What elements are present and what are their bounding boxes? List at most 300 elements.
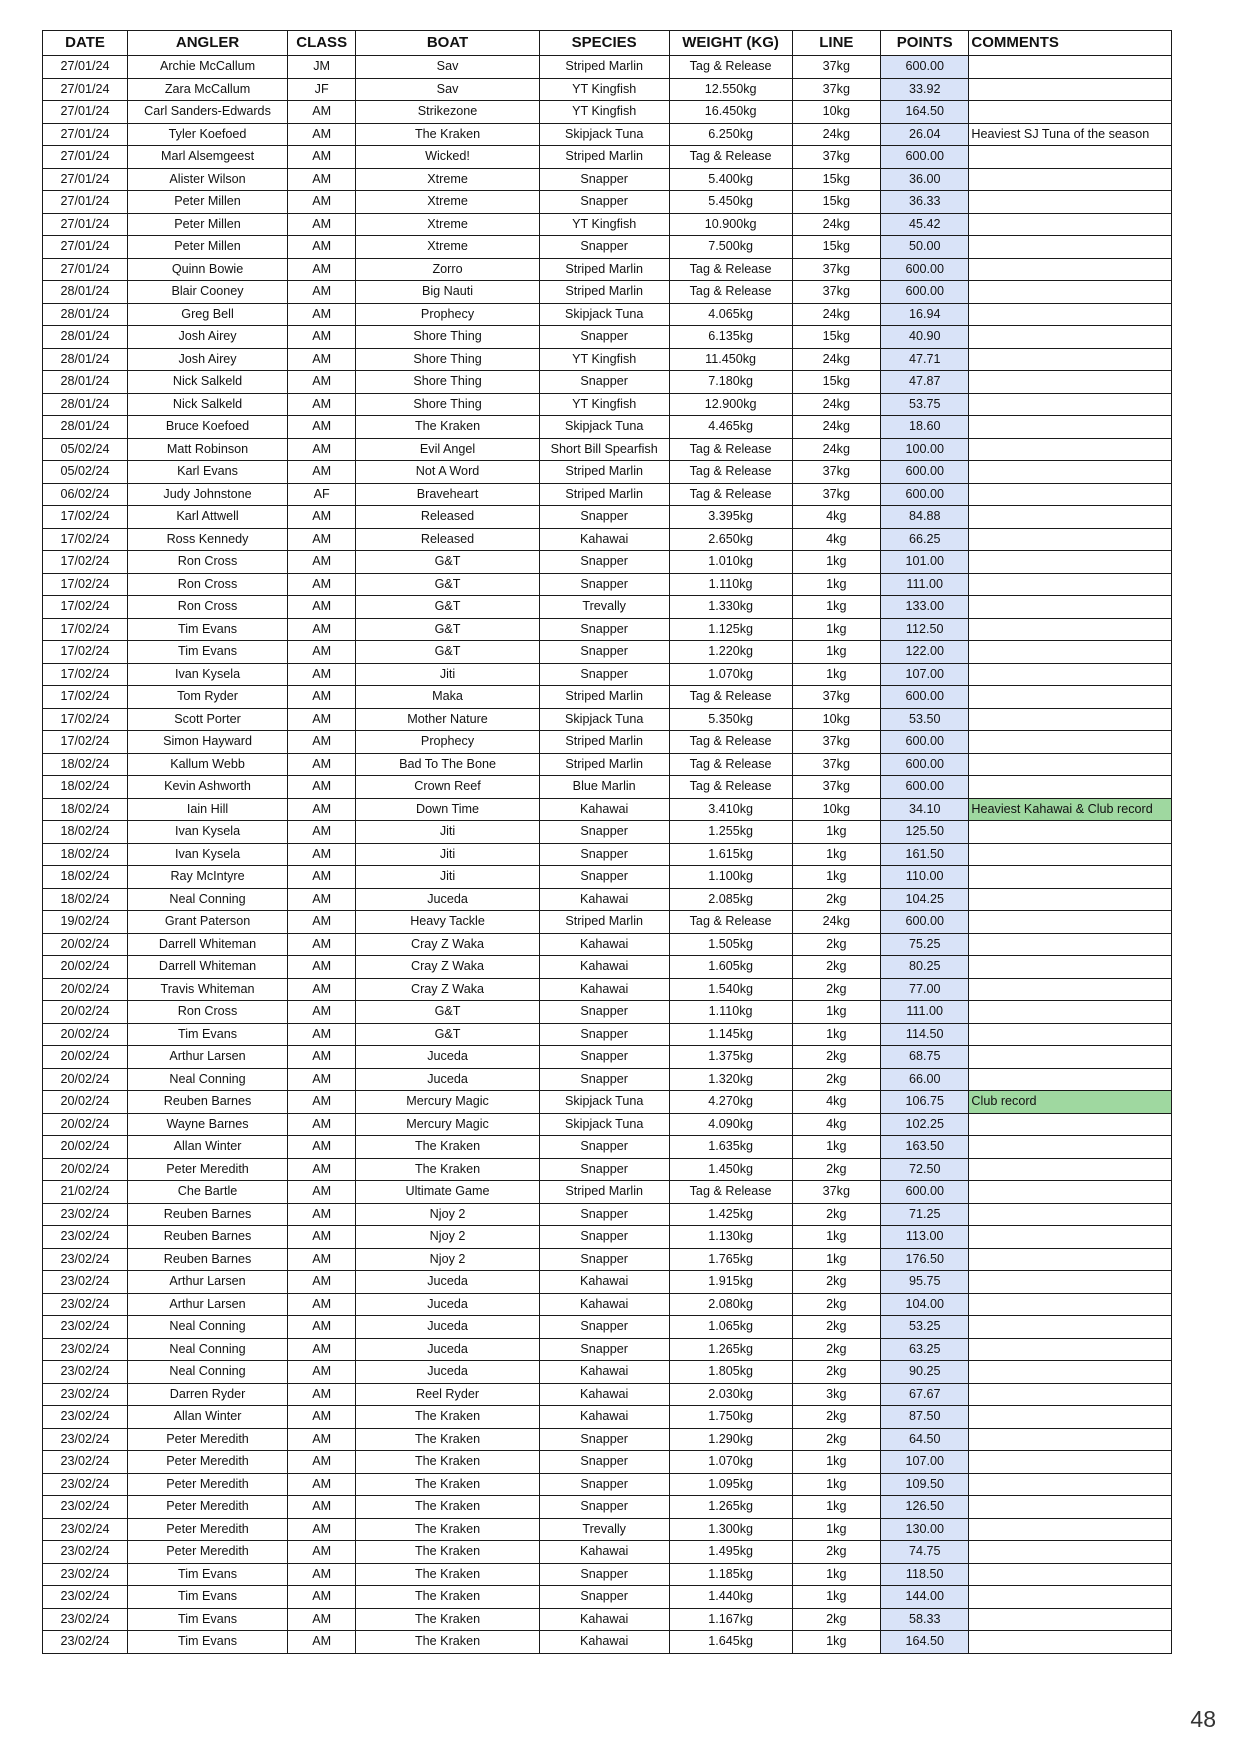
points-cell: 50.00: [881, 236, 969, 259]
comment-cell: [969, 1046, 1172, 1069]
class-cell: AM: [288, 1113, 356, 1136]
comment-cell: [969, 483, 1172, 506]
angler-cell: Quinn Bowie: [128, 258, 288, 281]
boat-cell: Xtreme: [356, 191, 540, 214]
table-row: [43, 1158, 1172, 1181]
points-cell: 18.60: [881, 416, 969, 439]
line-cell: 1kg: [792, 1631, 880, 1654]
species-cell: YT Kingfish: [539, 78, 669, 101]
angler-cell: Scott Porter: [128, 708, 288, 731]
weight-cell: 3.395kg: [669, 506, 792, 529]
date-cell: 23/02/24: [43, 1631, 128, 1654]
class-cell: AM: [288, 1563, 356, 1586]
points-cell: 66.00: [881, 1068, 969, 1091]
boat-cell: Juceda: [356, 1293, 540, 1316]
species-cell: Striped Marlin: [539, 1181, 669, 1204]
table-row: [43, 326, 1172, 349]
comment-cell: [969, 1226, 1172, 1249]
angler-cell: Tim Evans: [128, 641, 288, 664]
points-cell: 64.50: [881, 1428, 969, 1451]
line-cell: 37kg: [792, 281, 880, 304]
angler-cell: Neal Conning: [128, 1316, 288, 1339]
line-cell: 1kg: [792, 1248, 880, 1271]
species-cell: Snapper: [539, 1586, 669, 1609]
line-cell: 15kg: [792, 371, 880, 394]
species-cell: Striped Marlin: [539, 258, 669, 281]
date-cell: 17/02/24: [43, 618, 128, 641]
boat-cell: Down Time: [356, 798, 540, 821]
line-cell: 37kg: [792, 776, 880, 799]
species-cell: Snapper: [539, 1316, 669, 1339]
table-row: [43, 618, 1172, 641]
weight-cell: 1.185kg: [669, 1563, 792, 1586]
date-cell: 05/02/24: [43, 461, 128, 484]
comment-cell: [969, 1023, 1172, 1046]
species-cell: Kahawai: [539, 798, 669, 821]
points-cell: 600.00: [881, 911, 969, 934]
comment-cell: Club record: [969, 1091, 1172, 1114]
date-cell: 23/02/24: [43, 1361, 128, 1384]
comment-cell: [969, 371, 1172, 394]
line-cell: 2kg: [792, 1158, 880, 1181]
table-row: [43, 1226, 1172, 1249]
table-row: [43, 1496, 1172, 1519]
table-row: [43, 911, 1172, 934]
points-cell: 600.00: [881, 776, 969, 799]
points-cell: 80.25: [881, 956, 969, 979]
table-row: [43, 1541, 1172, 1564]
date-cell: 27/01/24: [43, 123, 128, 146]
boat-cell: The Kraken: [356, 1136, 540, 1159]
angler-cell: Peter Millen: [128, 213, 288, 236]
points-cell: 53.50: [881, 708, 969, 731]
points-cell: 600.00: [881, 461, 969, 484]
class-cell: AM: [288, 1338, 356, 1361]
angler-cell: Darrell Whiteman: [128, 933, 288, 956]
table-row: [43, 258, 1172, 281]
boat-cell: Njoy 2: [356, 1226, 540, 1249]
table-row: [43, 371, 1172, 394]
points-cell: 26.04: [881, 123, 969, 146]
species-cell: Striped Marlin: [539, 281, 669, 304]
weight-cell: 1.095kg: [669, 1473, 792, 1496]
date-cell: 18/02/24: [43, 798, 128, 821]
points-cell: 33.92: [881, 78, 969, 101]
class-cell: AM: [288, 1248, 356, 1271]
line-cell: 1kg: [792, 843, 880, 866]
points-cell: 36.00: [881, 168, 969, 191]
species-cell: Snapper: [539, 236, 669, 259]
comment-cell: [969, 663, 1172, 686]
col-angler-header: ANGLER: [128, 31, 288, 56]
line-cell: 24kg: [792, 213, 880, 236]
line-cell: 24kg: [792, 123, 880, 146]
comment-cell: [969, 708, 1172, 731]
comment-cell: [969, 1068, 1172, 1091]
date-cell: 17/02/24: [43, 641, 128, 664]
class-cell: AM: [288, 258, 356, 281]
table-row: [43, 731, 1172, 754]
angler-cell: Reuben Barnes: [128, 1226, 288, 1249]
comment-cell: [969, 1181, 1172, 1204]
line-cell: 10kg: [792, 708, 880, 731]
angler-cell: Ross Kennedy: [128, 528, 288, 551]
line-cell: 2kg: [792, 1068, 880, 1091]
weight-cell: Tag & Release: [669, 1181, 792, 1204]
angler-cell: Arthur Larsen: [128, 1293, 288, 1316]
line-cell: 37kg: [792, 78, 880, 101]
table-row: [43, 978, 1172, 1001]
weight-cell: Tag & Release: [669, 686, 792, 709]
table-header: [43, 31, 1172, 56]
angler-cell: Archie McCallum: [128, 56, 288, 79]
boat-cell: Sav: [356, 56, 540, 79]
date-cell: 23/02/24: [43, 1496, 128, 1519]
points-cell: 47.87: [881, 371, 969, 394]
angler-cell: Ron Cross: [128, 596, 288, 619]
angler-cell: Carl Sanders-Edwards: [128, 101, 288, 124]
weight-cell: 7.180kg: [669, 371, 792, 394]
date-cell: 23/02/24: [43, 1338, 128, 1361]
boat-cell: Released: [356, 528, 540, 551]
table-row: [43, 416, 1172, 439]
angler-cell: Tyler Koefoed: [128, 123, 288, 146]
comment-cell: [969, 1316, 1172, 1339]
comment-cell: [969, 438, 1172, 461]
table-row: [43, 168, 1172, 191]
angler-cell: Peter Meredith: [128, 1428, 288, 1451]
class-cell: JM: [288, 56, 356, 79]
angler-cell: Neal Conning: [128, 888, 288, 911]
comment-cell: [969, 1203, 1172, 1226]
line-cell: 24kg: [792, 911, 880, 934]
class-cell: AM: [288, 168, 356, 191]
col-weight-header: WEIGHT (KG): [669, 31, 792, 56]
boat-cell: The Kraken: [356, 1631, 540, 1654]
col-line-header: LINE: [792, 31, 880, 56]
table-row: [43, 1091, 1172, 1114]
comment-cell: [969, 56, 1172, 79]
angler-cell: Tim Evans: [128, 1608, 288, 1631]
species-cell: Skipjack Tuna: [539, 1091, 669, 1114]
points-cell: 58.33: [881, 1608, 969, 1631]
comment-cell: [969, 1518, 1172, 1541]
class-cell: AM: [288, 191, 356, 214]
date-cell: 23/02/24: [43, 1316, 128, 1339]
date-cell: 27/01/24: [43, 56, 128, 79]
points-cell: 111.00: [881, 573, 969, 596]
weight-cell: 1.145kg: [669, 1023, 792, 1046]
line-cell: 1kg: [792, 1473, 880, 1496]
class-cell: AM: [288, 1068, 356, 1091]
weight-cell: 1.450kg: [669, 1158, 792, 1181]
comment-cell: [969, 573, 1172, 596]
species-cell: Snapper: [539, 191, 669, 214]
boat-cell: Prophecy: [356, 303, 540, 326]
angler-cell: Ivan Kysela: [128, 843, 288, 866]
date-cell: 23/02/24: [43, 1541, 128, 1564]
weight-cell: 1.495kg: [669, 1541, 792, 1564]
species-cell: Snapper: [539, 1023, 669, 1046]
boat-cell: G&T: [356, 551, 540, 574]
points-cell: 34.10: [881, 798, 969, 821]
comment-cell: [969, 1293, 1172, 1316]
class-cell: AM: [288, 1203, 356, 1226]
species-cell: Snapper: [539, 1226, 669, 1249]
boat-cell: Juceda: [356, 888, 540, 911]
comment-cell: [969, 528, 1172, 551]
boat-cell: The Kraken: [356, 416, 540, 439]
comment-cell: [969, 731, 1172, 754]
boat-cell: Njoy 2: [356, 1248, 540, 1271]
line-cell: 1kg: [792, 641, 880, 664]
weight-cell: 12.900kg: [669, 393, 792, 416]
date-cell: 20/02/24: [43, 956, 128, 979]
class-cell: AM: [288, 708, 356, 731]
species-cell: Snapper: [539, 1248, 669, 1271]
comment-cell: [969, 641, 1172, 664]
boat-cell: Shore Thing: [356, 393, 540, 416]
line-cell: 24kg: [792, 393, 880, 416]
comment-cell: [969, 348, 1172, 371]
table-row: [43, 843, 1172, 866]
line-cell: 1kg: [792, 1496, 880, 1519]
species-cell: Kahawai: [539, 956, 669, 979]
weight-cell: 4.465kg: [669, 416, 792, 439]
comment-cell: [969, 933, 1172, 956]
date-cell: 28/01/24: [43, 393, 128, 416]
date-cell: 18/02/24: [43, 843, 128, 866]
points-cell: 164.50: [881, 1631, 969, 1654]
boat-cell: Jiti: [356, 843, 540, 866]
class-cell: AM: [288, 1226, 356, 1249]
class-cell: AM: [288, 1451, 356, 1474]
line-cell: 24kg: [792, 416, 880, 439]
boat-cell: Prophecy: [356, 731, 540, 754]
class-cell: AM: [288, 1293, 356, 1316]
table-row: [43, 281, 1172, 304]
angler-cell: Allan Winter: [128, 1406, 288, 1429]
table-row: [43, 708, 1172, 731]
class-cell: AM: [288, 663, 356, 686]
comment-cell: [969, 888, 1172, 911]
line-cell: 24kg: [792, 438, 880, 461]
weight-cell: Tag & Release: [669, 438, 792, 461]
boat-cell: Juceda: [356, 1316, 540, 1339]
weight-cell: 5.350kg: [669, 708, 792, 731]
points-cell: 118.50: [881, 1563, 969, 1586]
class-cell: AM: [288, 528, 356, 551]
points-cell: 107.00: [881, 663, 969, 686]
date-cell: 17/02/24: [43, 528, 128, 551]
col-class-header: CLASS: [288, 31, 356, 56]
species-cell: Snapper: [539, 168, 669, 191]
species-cell: Snapper: [539, 821, 669, 844]
species-cell: Snapper: [539, 551, 669, 574]
date-cell: 27/01/24: [43, 213, 128, 236]
angler-cell: Tim Evans: [128, 1563, 288, 1586]
line-cell: 37kg: [792, 258, 880, 281]
weight-cell: 1.125kg: [669, 618, 792, 641]
comment-cell: [969, 213, 1172, 236]
species-cell: Kahawai: [539, 933, 669, 956]
weight-cell: 4.090kg: [669, 1113, 792, 1136]
date-cell: 23/02/24: [43, 1293, 128, 1316]
boat-cell: The Kraken: [356, 1451, 540, 1474]
class-cell: AM: [288, 1473, 356, 1496]
comment-cell: [969, 281, 1172, 304]
table-row: [43, 866, 1172, 889]
class-cell: AM: [288, 326, 356, 349]
weight-cell: Tag & Release: [669, 258, 792, 281]
points-cell: 126.50: [881, 1496, 969, 1519]
weight-cell: 1.330kg: [669, 596, 792, 619]
date-cell: 18/02/24: [43, 821, 128, 844]
boat-cell: Cray Z Waka: [356, 956, 540, 979]
comment-cell: [969, 1406, 1172, 1429]
line-cell: 10kg: [792, 798, 880, 821]
boat-cell: Bad To The Bone: [356, 753, 540, 776]
table-row: [43, 1406, 1172, 1429]
comment-cell: [969, 911, 1172, 934]
line-cell: 15kg: [792, 326, 880, 349]
weight-cell: 1.915kg: [669, 1271, 792, 1294]
weight-cell: Tag & Release: [669, 56, 792, 79]
comment-cell: [969, 618, 1172, 641]
species-cell: Striped Marlin: [539, 146, 669, 169]
weight-cell: 1.750kg: [669, 1406, 792, 1429]
table-row: [43, 1428, 1172, 1451]
points-cell: 163.50: [881, 1136, 969, 1159]
line-cell: 4kg: [792, 1113, 880, 1136]
boat-cell: Juceda: [356, 1271, 540, 1294]
weight-cell: 2.650kg: [669, 528, 792, 551]
date-cell: 18/02/24: [43, 776, 128, 799]
table-row: [43, 1631, 1172, 1654]
angler-cell: Blair Cooney: [128, 281, 288, 304]
header-row: [43, 31, 1172, 56]
col-comments-header: COMMENTS: [969, 31, 1172, 56]
comment-cell: [969, 393, 1172, 416]
page-number: 48: [1190, 1706, 1216, 1732]
boat-cell: Juceda: [356, 1068, 540, 1091]
comment-cell: [969, 956, 1172, 979]
boat-cell: Jiti: [356, 821, 540, 844]
angler-cell: Ron Cross: [128, 1001, 288, 1024]
points-cell: 75.25: [881, 933, 969, 956]
points-cell: 110.00: [881, 866, 969, 889]
table-row: [43, 1068, 1172, 1091]
class-cell: AM: [288, 573, 356, 596]
angler-cell: Ray McIntyre: [128, 866, 288, 889]
date-cell: 18/02/24: [43, 866, 128, 889]
points-cell: 47.71: [881, 348, 969, 371]
angler-cell: Peter Millen: [128, 191, 288, 214]
species-cell: Skipjack Tuna: [539, 416, 669, 439]
table-row: [43, 1001, 1172, 1024]
points-cell: 90.25: [881, 1361, 969, 1384]
table-row: [43, 1316, 1172, 1339]
table-row: [43, 1608, 1172, 1631]
class-cell: AM: [288, 843, 356, 866]
table-row: [43, 641, 1172, 664]
line-cell: 15kg: [792, 236, 880, 259]
date-cell: 28/01/24: [43, 348, 128, 371]
table-row: [43, 1563, 1172, 1586]
weight-cell: 2.030kg: [669, 1383, 792, 1406]
date-cell: 05/02/24: [43, 438, 128, 461]
comment-cell: [969, 1158, 1172, 1181]
boat-cell: Maka: [356, 686, 540, 709]
line-cell: 37kg: [792, 56, 880, 79]
points-cell: 45.42: [881, 213, 969, 236]
weight-cell: Tag & Release: [669, 281, 792, 304]
class-cell: AM: [288, 821, 356, 844]
table-row: [43, 1136, 1172, 1159]
angler-cell: Peter Meredith: [128, 1496, 288, 1519]
class-cell: AM: [288, 551, 356, 574]
species-cell: Kahawai: [539, 1383, 669, 1406]
comment-cell: [969, 1136, 1172, 1159]
boat-cell: Xtreme: [356, 213, 540, 236]
weight-cell: 16.450kg: [669, 101, 792, 124]
angler-cell: Neal Conning: [128, 1361, 288, 1384]
weight-cell: 1.300kg: [669, 1518, 792, 1541]
comment-cell: [969, 326, 1172, 349]
angler-cell: Tim Evans: [128, 1586, 288, 1609]
angler-cell: Marl Alsemgeest: [128, 146, 288, 169]
class-cell: JF: [288, 78, 356, 101]
points-cell: 72.50: [881, 1158, 969, 1181]
line-cell: 2kg: [792, 1203, 880, 1226]
boat-cell: Crown Reef: [356, 776, 540, 799]
weight-cell: Tag & Release: [669, 483, 792, 506]
date-cell: 27/01/24: [43, 168, 128, 191]
species-cell: Striped Marlin: [539, 753, 669, 776]
weight-cell: Tag & Release: [669, 911, 792, 934]
weight-cell: 5.450kg: [669, 191, 792, 214]
comment-cell: Heaviest Kahawai & Club record: [969, 798, 1172, 821]
weight-cell: 1.100kg: [669, 866, 792, 889]
line-cell: 2kg: [792, 978, 880, 1001]
table-row: [43, 1181, 1172, 1204]
class-cell: AM: [288, 1406, 356, 1429]
table-row: [43, 1271, 1172, 1294]
angler-cell: Peter Meredith: [128, 1541, 288, 1564]
weight-cell: 1.375kg: [669, 1046, 792, 1069]
angler-cell: Zara McCallum: [128, 78, 288, 101]
class-cell: AM: [288, 371, 356, 394]
class-cell: AM: [288, 1608, 356, 1631]
table-row: [43, 1451, 1172, 1474]
comment-cell: [969, 1496, 1172, 1519]
weight-cell: 1.635kg: [669, 1136, 792, 1159]
points-cell: 53.25: [881, 1316, 969, 1339]
date-cell: 28/01/24: [43, 371, 128, 394]
table-row: [43, 1046, 1172, 1069]
date-cell: 20/02/24: [43, 1001, 128, 1024]
date-cell: 27/01/24: [43, 146, 128, 169]
angler-cell: Allan Winter: [128, 1136, 288, 1159]
comment-cell: [969, 866, 1172, 889]
points-cell: 600.00: [881, 146, 969, 169]
boat-cell: Braveheart: [356, 483, 540, 506]
angler-cell: Ivan Kysela: [128, 821, 288, 844]
date-cell: 17/02/24: [43, 731, 128, 754]
class-cell: AM: [288, 956, 356, 979]
species-cell: Snapper: [539, 641, 669, 664]
comment-cell: [969, 1113, 1172, 1136]
